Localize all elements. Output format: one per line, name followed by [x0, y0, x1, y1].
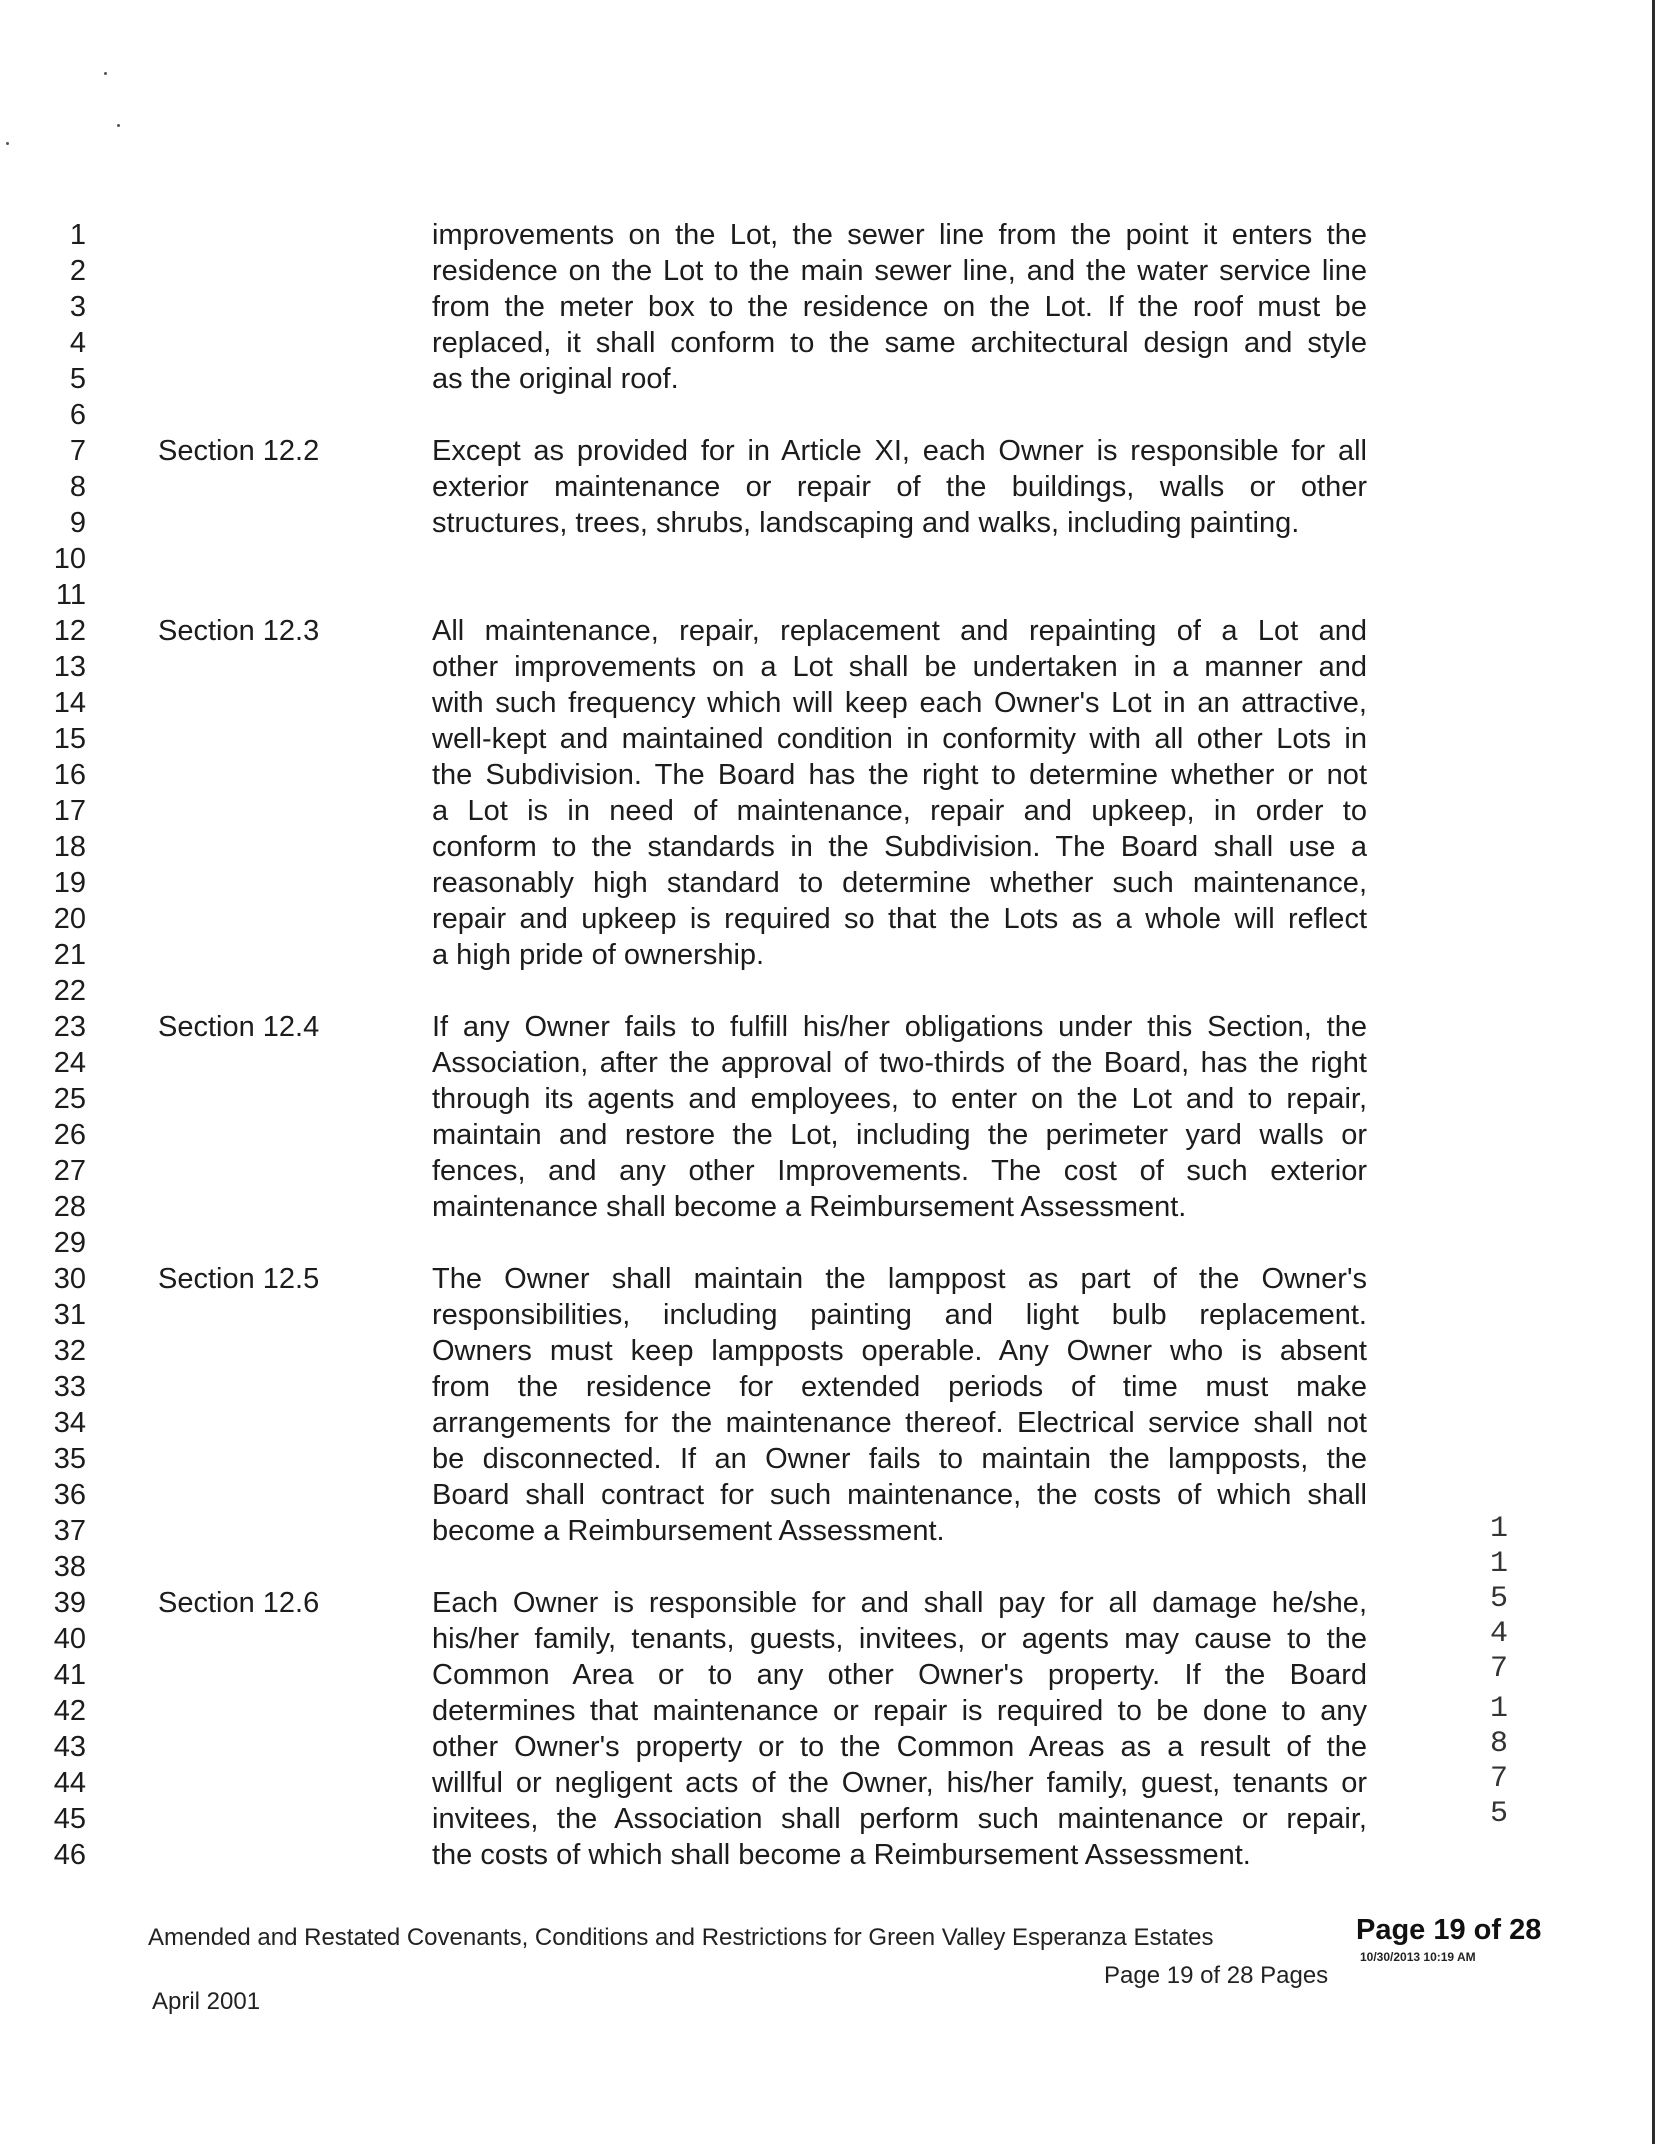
- scan-speck: [6, 142, 9, 145]
- text-line: through its agents and employees, to enter on the Lot and to repair,: [432, 1083, 1367, 1115]
- recording-stamp-digit: 8: [1489, 1727, 1508, 1761]
- text-line: The Owner shall maintain the lamppost as part of the Owner's: [432, 1263, 1367, 1295]
- text-line: replaced, it shall conform to the same architectural design and style: [432, 327, 1367, 359]
- line-number: 8: [69, 471, 86, 503]
- scan-speck: [117, 124, 120, 127]
- line-number: 10: [53, 543, 86, 575]
- paragraph-12-3: [432, 613, 1367, 973]
- text-line: as the original roof.: [432, 363, 679, 395]
- line-number: 23: [53, 1011, 86, 1043]
- text-line: with such frequency which will keep each Owner's Lot in an attractive,: [432, 687, 1367, 719]
- line-number: 2: [69, 255, 86, 287]
- line-number: 1: [69, 219, 86, 251]
- text-line: invitees, the Association shall perform such maintenance or repair,: [432, 1803, 1367, 1835]
- line-number: 21: [53, 939, 86, 971]
- line-number: 45: [53, 1803, 86, 1835]
- text-line: Except as provided for in Article XI, each Owner is responsible for all: [432, 435, 1367, 467]
- recording-stamp-digit: 1: [1489, 1512, 1508, 1546]
- line-number: 41: [53, 1659, 86, 1691]
- line-number: 6: [69, 399, 86, 431]
- text-line: If any Owner fails to fulfill his/her obligations under this Section, the: [432, 1011, 1367, 1043]
- text-line: become a Reimbursement Assessment.: [432, 1515, 945, 1547]
- recording-stamp-digit: 5: [1489, 1582, 1508, 1616]
- paragraph-12-6: [432, 1585, 1367, 1873]
- line-number: 46: [53, 1839, 86, 1871]
- text-line: Common Area or to any other Owner's property. If the Board: [432, 1659, 1367, 1691]
- text-line: Association, after the approval of two-thirds of the Board, has the right: [432, 1047, 1367, 1079]
- text-line: fences, and any other Improvements. The cost of such exterior: [432, 1155, 1367, 1187]
- line-number: 5: [69, 363, 86, 395]
- text-line: conform to the standards in the Subdivision. The Board shall use a: [432, 831, 1367, 863]
- line-number: 29: [53, 1227, 86, 1259]
- text-line: structures, trees, shrubs, landscaping and walks, including painting.: [432, 507, 1300, 539]
- text-line: a high pride of ownership.: [432, 939, 765, 971]
- paragraph-12-2: [432, 433, 1367, 541]
- text-line: from the residence for extended periods of time must make: [432, 1371, 1367, 1403]
- text-line: reasonably high standard to determine whether such maintenance,: [432, 867, 1367, 899]
- line-number: 44: [53, 1767, 86, 1799]
- line-number: 9: [69, 507, 86, 539]
- page-count-label: Page 19 of 28 Pages: [1104, 1962, 1329, 1989]
- page-edge-border: [1652, 0, 1655, 2144]
- line-number: 11: [55, 579, 86, 611]
- line-number: 14: [53, 687, 86, 719]
- line-number: 18: [53, 831, 86, 863]
- scan-speck: [104, 72, 107, 75]
- line-number: 16: [53, 759, 86, 791]
- line-number: 36: [53, 1479, 86, 1511]
- text-line: Owners must keep lampposts operable. Any Owner who is absent: [432, 1335, 1367, 1367]
- line-number: 22: [53, 975, 86, 1007]
- page-number-label: Page 19 of 28: [1356, 1914, 1542, 1946]
- line-number: 35: [53, 1443, 86, 1475]
- text-line: from the meter box to the residence on the Lot. If the roof must be: [432, 291, 1367, 323]
- line-number: 20: [53, 903, 86, 935]
- text-line: Each Owner is responsible for and shall pay for all damage he/she,: [432, 1587, 1367, 1619]
- line-number: 17: [53, 795, 86, 827]
- line-number: 7: [69, 435, 86, 467]
- line-number: 32: [53, 1335, 86, 1367]
- line-number: 40: [53, 1623, 86, 1655]
- line-number: 24: [53, 1047, 86, 1079]
- text-line: arrangements for the maintenance thereof. Electrical service shall not: [432, 1407, 1367, 1439]
- text-line: All maintenance, repair, replacement and repainting of a Lot and: [432, 615, 1367, 647]
- text-line: the Subdivision. The Board has the right to determine whether or not: [432, 759, 1367, 791]
- text-line: maintenance shall become a Reimbursement Assessment.: [432, 1191, 1187, 1223]
- text-line: exterior maintenance or repair of the buildings, walls or other: [432, 471, 1367, 503]
- text-line: be disconnected. If an Owner fails to maintain the lampposts, the: [432, 1443, 1367, 1475]
- recording-stamp-digit: 7: [1489, 1652, 1508, 1686]
- document-date: April 2001: [152, 1988, 261, 2015]
- line-number: 25: [53, 1083, 86, 1115]
- line-number: 34: [53, 1407, 86, 1439]
- recording-stamp-digit: 7: [1489, 1762, 1508, 1796]
- line-number: 3: [69, 291, 86, 323]
- recording-stamp-digit: 1: [1489, 1692, 1508, 1726]
- recording-stamp-digit: 1: [1489, 1547, 1508, 1581]
- line-number: 39: [53, 1587, 86, 1619]
- text-line: improvements on the Lot, the sewer line from the point it enters the: [432, 219, 1367, 251]
- line-number: 42: [53, 1695, 86, 1727]
- section-label-12-4: Section 12.4: [158, 1011, 320, 1043]
- section-label-12-2: Section 12.2: [158, 435, 320, 467]
- line-number: 31: [53, 1299, 86, 1331]
- line-number: 38: [53, 1551, 86, 1583]
- line-number: 12: [53, 615, 86, 647]
- text-line: other Owner's property or to the Common Areas as a result of the: [432, 1731, 1367, 1763]
- section-label-12-5: Section 12.5: [158, 1263, 320, 1295]
- line-number: 28: [53, 1191, 86, 1223]
- text-line: determines that maintenance or repair is required to be done to any: [432, 1695, 1367, 1727]
- text-line: maintain and restore the Lot, including the perimeter yard walls or: [432, 1119, 1367, 1151]
- paragraph-12-4: [432, 1009, 1367, 1225]
- line-number: 19: [53, 867, 86, 899]
- footer-document-title: Amended and Restated Covenants, Conditions and Restrictions for Green Valley Esperanza Estates: [148, 1924, 1214, 1951]
- line-number: 4: [69, 327, 86, 359]
- section-label-12-6: Section 12.6: [158, 1587, 320, 1619]
- text-line: repair and upkeep is required so that the Lots as a whole will reflect: [432, 903, 1367, 935]
- text-line: other improvements on a Lot shall be undertaken in a manner and: [432, 651, 1367, 683]
- line-number: 33: [53, 1371, 86, 1403]
- line-number: 27: [53, 1155, 86, 1187]
- recording-stamp-digit: 4: [1489, 1617, 1508, 1651]
- line-number: 26: [53, 1119, 86, 1151]
- line-number: 15: [53, 723, 86, 755]
- text-line: responsibilities, including painting and light bulb replacement.: [432, 1299, 1367, 1331]
- line-number: 43: [53, 1731, 86, 1763]
- recording-timestamp: 10/30/2013 10:19 AM: [1360, 1950, 1476, 1964]
- section-label-12-3: Section 12.3: [158, 615, 320, 647]
- text-line: residence on the Lot to the main sewer line, and the water service line: [432, 255, 1367, 287]
- paragraph-12-5: [432, 1261, 1367, 1549]
- paragraph-12-1-continued: [432, 217, 1367, 397]
- text-line: the costs of which shall become a Reimbursement Assessment.: [432, 1839, 1251, 1871]
- text-line: his/her family, tenants, guests, invitees, or agents may cause to the: [432, 1623, 1367, 1655]
- line-number: 37: [53, 1515, 86, 1547]
- text-line: willful or negligent acts of the Owner, his/her family, guest, tenants or: [432, 1767, 1367, 1799]
- line-number: 30: [53, 1263, 86, 1295]
- line-number: 13: [53, 651, 86, 683]
- text-line: a Lot is in need of maintenance, repair and upkeep, in order to: [432, 795, 1367, 827]
- recording-stamp-digit: 5: [1489, 1797, 1508, 1831]
- text-line: well-kept and maintained condition in conformity with all other Lots in: [432, 723, 1367, 755]
- text-line: Board shall contract for such maintenance, the costs of which shall: [432, 1479, 1367, 1511]
